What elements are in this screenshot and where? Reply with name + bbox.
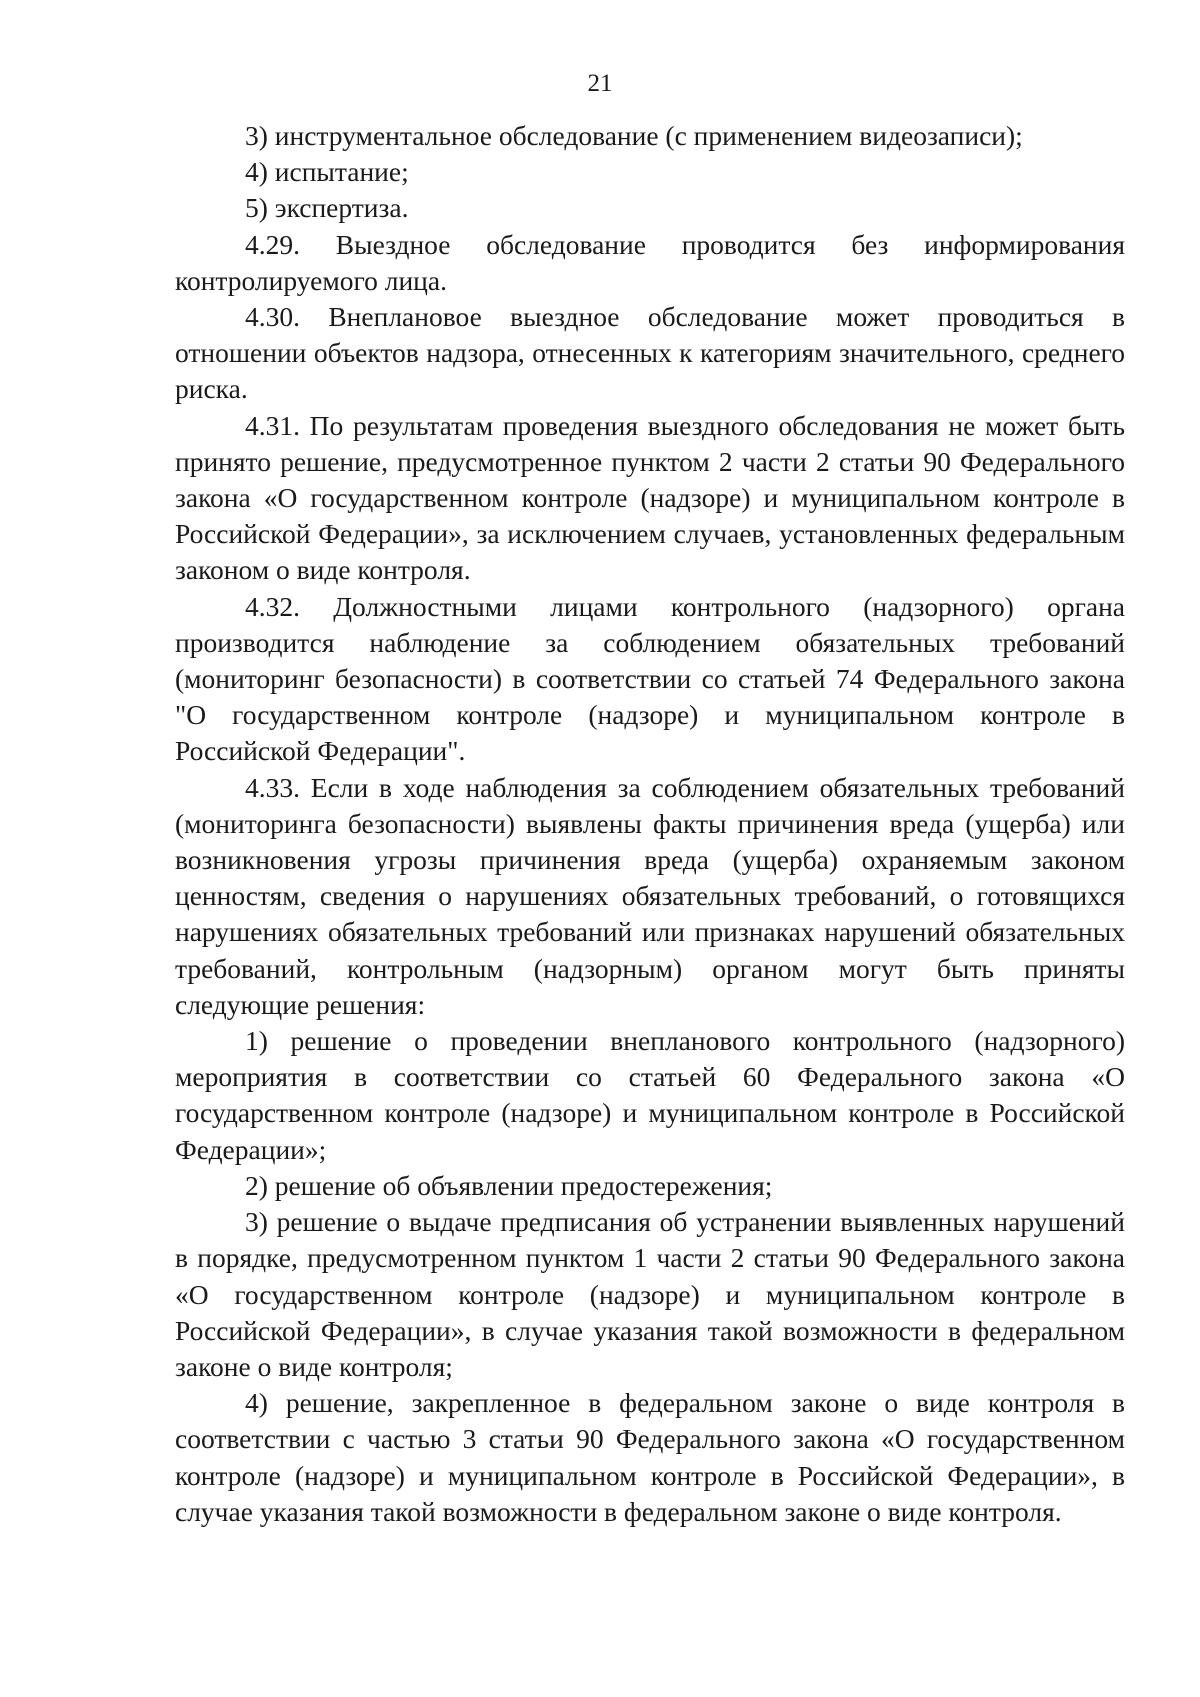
- paragraph-item-5-expertise: 5) экспертиза.: [245, 192, 409, 224]
- paragraph-decision-4: 4) решение, закрепленное в федеральном законе о виде контроля в соответствии с частью 3 статьи 90 Федерального закона «О государственном контроле (надзоре) и муниципальном контроле в Российской Федерации», в случае указания такой возможности в федеральном законе о виде контроля.: [175, 1387, 1125, 1527]
- paragraph-item-3-instrumental: 3) инструментальное обследование (с применением видеозаписи);: [245, 120, 1023, 151]
- document-body: [175, 118, 1125, 1530]
- paragraph-4-33: 4.33. Если в ходе наблюдения за соблюдением обязательных требований (мониторинга безопасности) выявлены факты причинения вреда (ущерба) или возникновения угрозы причинения вреда (ущерба) охраняемым законом ценностям, сведения о нарушениях обязательных требований, о готовящихся нарушениях обязательных требований или признаках нарушений обязательных требований, контрольным (надзорным) органом могут быть приняты следующие решения:: [175, 771, 1125, 1020]
- paragraph-decision-2: 2) решение об объявлении предостережения;: [245, 1169, 773, 1201]
- paragraph-decision-3: 3) решение о выдаче предписания об устранении выявленных нарушений в порядке, предусмотренном пунктом 1 части 2 статьи 90 Федерального закона «О государственном контроле (надзоре) и муниципальном контроле в Российской Федерации», в случае указания такой возможности в федеральном законе о виде контроля;: [175, 1206, 1125, 1382]
- paragraph-4-30: 4.30. Внеплановое выездное обследование может проводиться в отношении объектов надзора, отнесенных к категориям значительного, среднего риска.: [175, 301, 1125, 405]
- paragraph-4-31: 4.31. По результатам проведения выездного обследования не может быть принято решение, предусмотренное пунктом 2 части 2 статьи 90 Федерального закона «О государственном контроле (надзоре) и муниципальном контроле в Российской Федерации», за исключением случаев, установленных федеральным законом о виде контроля.: [175, 409, 1125, 586]
- paragraph-4-29: 4.29. Выездное обследование проводится без информирования контролируемого лица.: [175, 228, 1125, 296]
- paragraph-decision-1: 1) решение о проведении внепланового контрольного (надзорного) мероприятия в соответствии со статьей 60 Федерального закона «О государственном контроле (надзоре) и муниципальном контроле в Российской Федерации»;: [175, 1025, 1125, 1165]
- paragraph-4-32: 4.32. Должностными лицами контрольного (надзорного) органа производится наблюдение за соблюдением обязательных требований (мониторинг безопасности) в соответствии со статьей 74 Федерального закона "О государственном контроле (надзоре) и муниципальном контроле в Российской Федерации".: [175, 590, 1125, 767]
- paragraph-item-4-testing: 4) испытание;: [245, 156, 409, 188]
- page-number: 21: [587, 70, 613, 97]
